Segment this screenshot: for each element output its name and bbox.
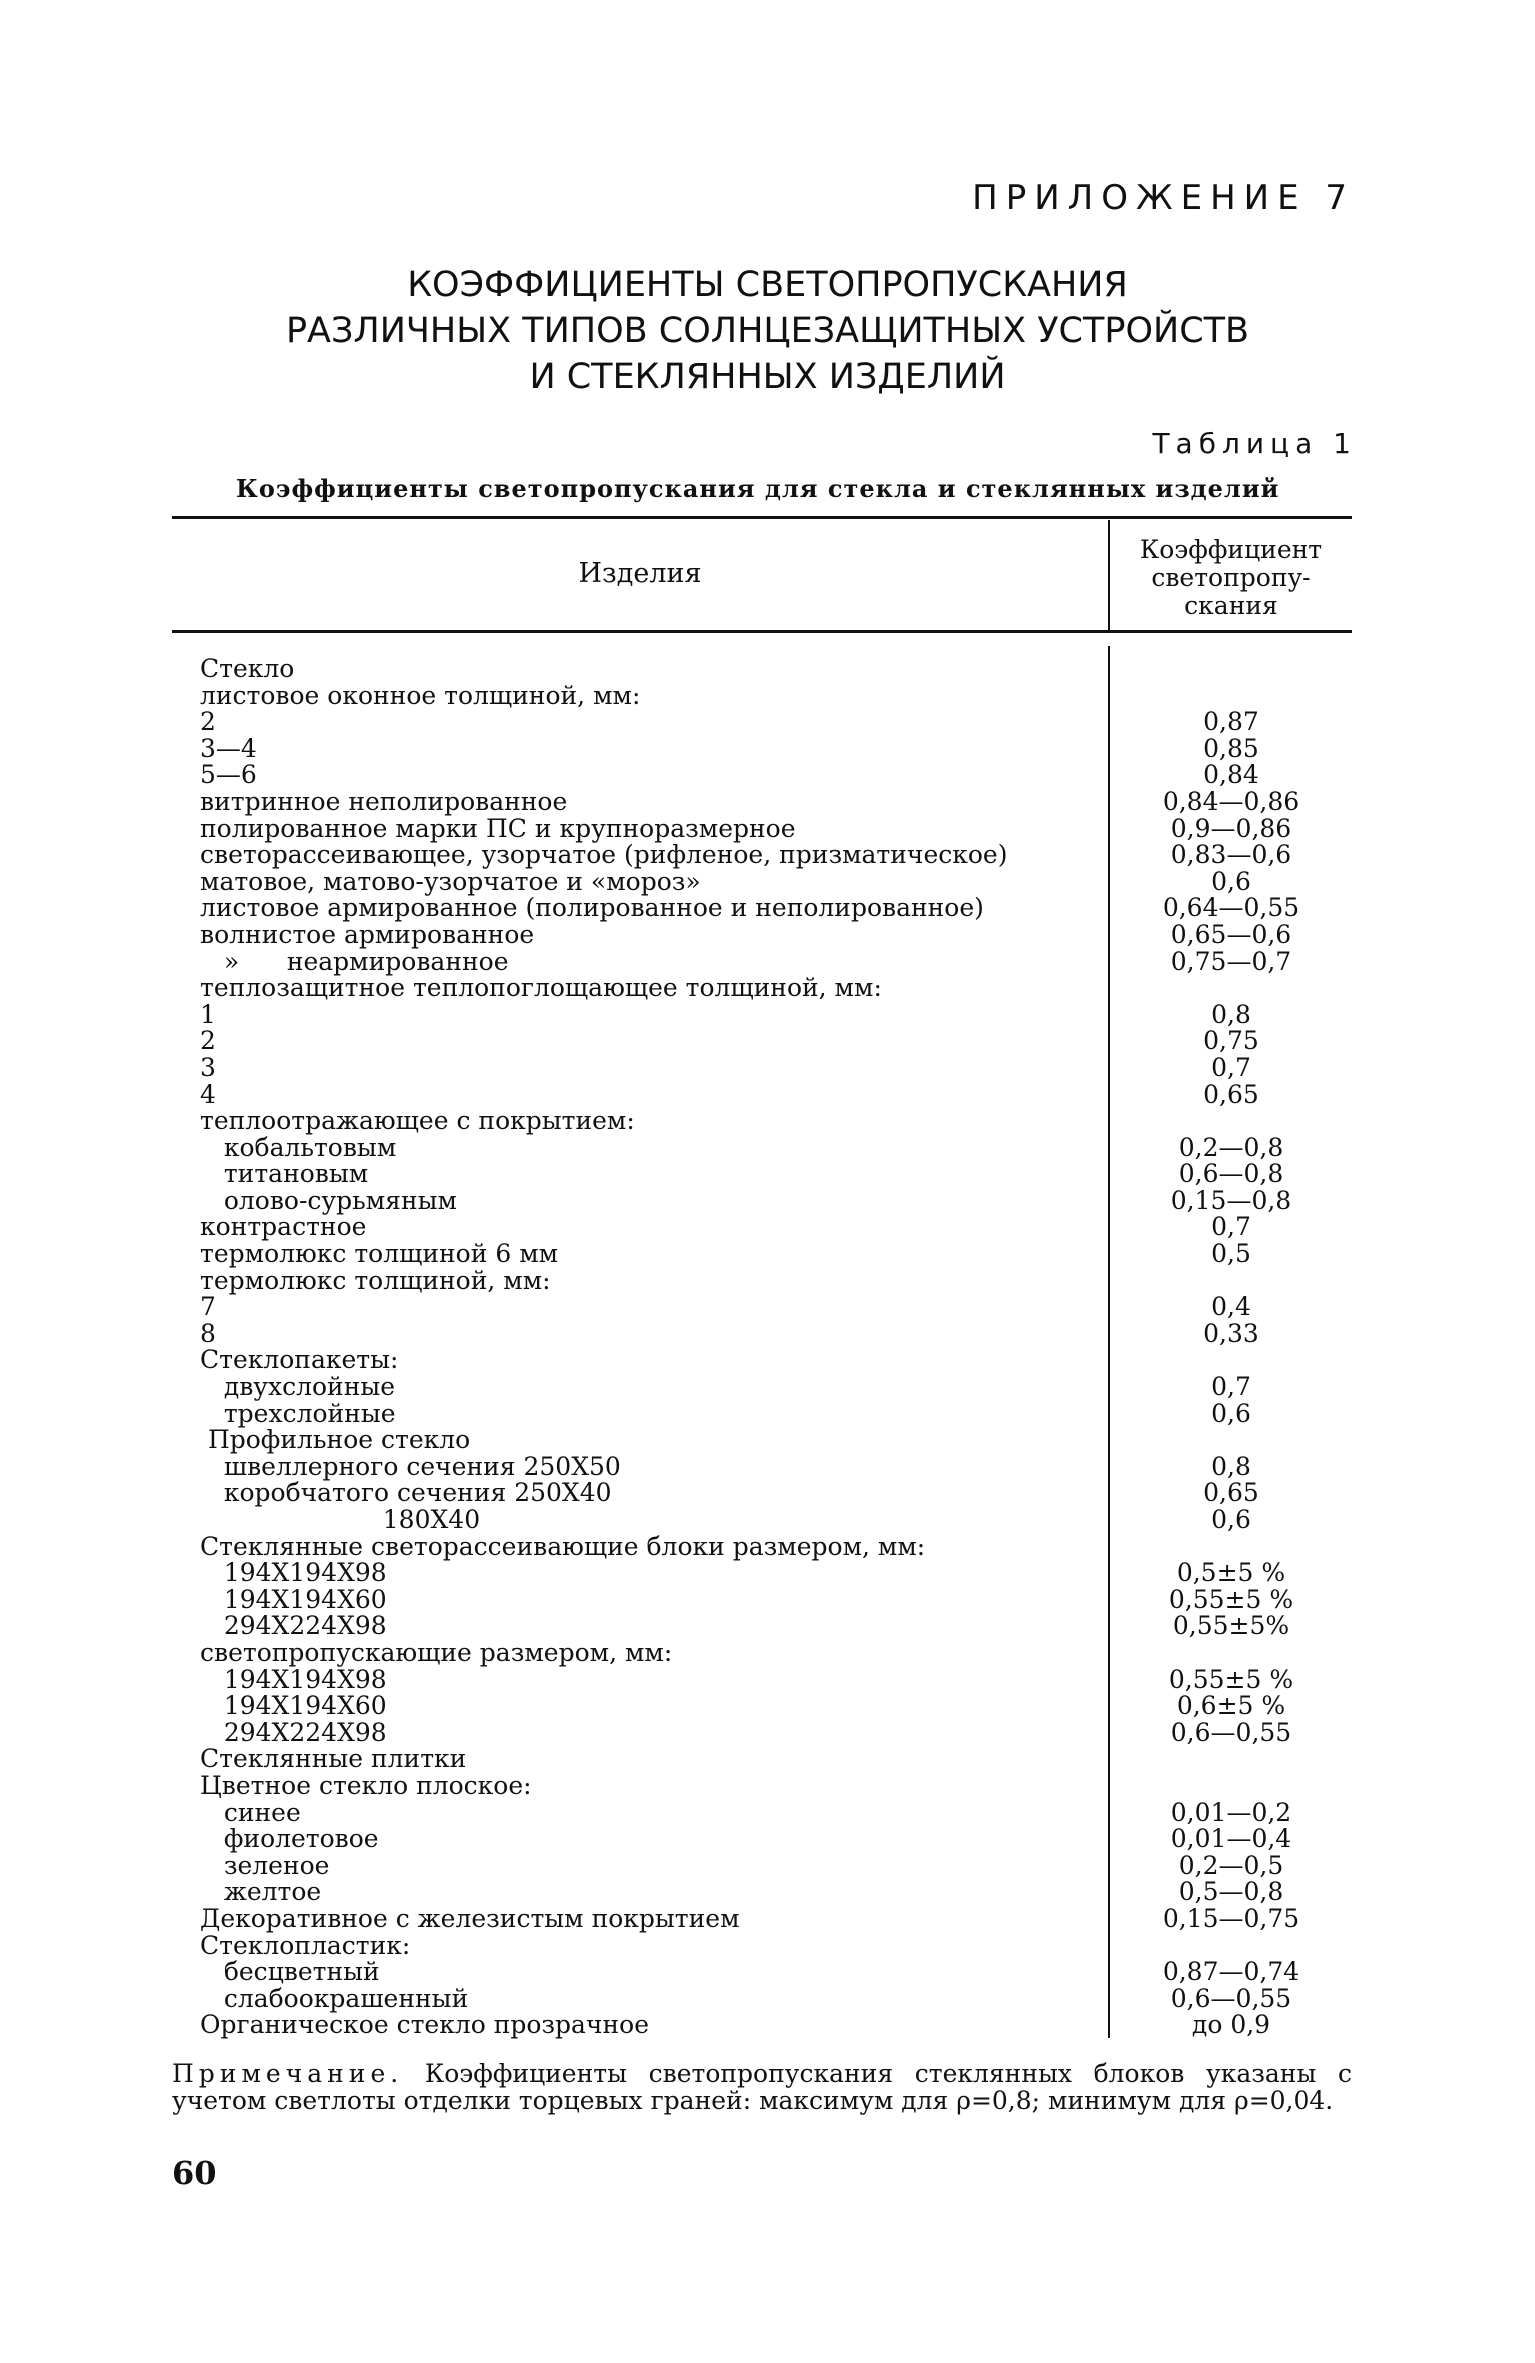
title-line: РАЗЛИЧНЫХ ТИПОВ СОЛНЦЕЗАЩИТНЫХ УСТРОЙСТВ	[285, 311, 1250, 351]
row-label: 3	[200, 1052, 216, 1082]
row-label: 4	[200, 1079, 216, 1109]
header-column-divider	[1108, 520, 1110, 630]
table-row	[200, 895, 1350, 922]
table-header-rule	[172, 630, 1352, 633]
row-value: 0,5	[1211, 1239, 1251, 1269]
table-row	[200, 946, 1350, 976]
table-row	[200, 1850, 1350, 1880]
row-label: волнистое армированное	[200, 919, 535, 949]
row-label: 294Х224Х98	[200, 1611, 387, 1641]
table-row	[200, 1613, 1350, 1640]
row-label: 1	[200, 999, 216, 1029]
table-row	[200, 866, 1350, 896]
row-value: 0,6	[1211, 1505, 1251, 1534]
row-label: теплозащитное теплопоглощающее толщиной, мм:	[200, 973, 882, 1003]
table-row	[200, 1717, 1350, 1747]
row-label: Стеклопакеты:	[200, 1345, 399, 1375]
table-row	[200, 1560, 1350, 1587]
row-value: 0,01—0,4	[1170, 1824, 1292, 1854]
row-value: 0,6±5 %	[1176, 1691, 1286, 1721]
table-row	[200, 1693, 1350, 1720]
table-row	[200, 680, 1350, 710]
table-row	[200, 1079, 1350, 1109]
row-label: 2	[200, 707, 216, 737]
row-value: 0,75	[1203, 1026, 1259, 1056]
row-label: термолюкс толщиной, мм:	[200, 1265, 551, 1295]
row-label: светопропускающие размером, мм:	[200, 1637, 673, 1667]
row-label: слабоокрашенный	[200, 1983, 469, 2013]
row-value: 0,6—0,55	[1170, 1983, 1292, 2013]
row-value: 0,6	[1211, 1398, 1251, 1428]
row-value: 0,2—0,8	[1178, 1132, 1284, 1162]
row-label: термолюкс толщиной 6 мм	[200, 1239, 559, 1269]
row-value: 0,33	[1203, 1318, 1259, 1348]
table-row	[200, 975, 1350, 1002]
table-top-rule	[172, 516, 1352, 519]
row-label: швеллерного сечения 250Х50	[200, 1451, 621, 1481]
table-row	[200, 1161, 1350, 1188]
table-row	[200, 1451, 1350, 1481]
row-value: 0,4	[1211, 1292, 1251, 1322]
row-value: 0,6	[1211, 866, 1251, 896]
row-value: 0,83—0,6	[1170, 840, 1292, 870]
table-row	[200, 786, 1350, 816]
row-label: фиолетовое	[200, 1824, 379, 1854]
row-value: 0,65	[1203, 1478, 1259, 1508]
row-label: 5—6	[200, 760, 257, 790]
row-label: Декоративное с железистым покрытием	[200, 1903, 740, 1933]
row-label: Профильное стекло	[200, 1425, 471, 1455]
table-row	[200, 1664, 1350, 1694]
row-value: 0,7	[1211, 1052, 1251, 1082]
table-row	[200, 1637, 1350, 1667]
row-label: 7	[200, 1292, 216, 1322]
table-row	[200, 733, 1350, 763]
row-value: 0,75—0,7	[1170, 946, 1292, 976]
table-row	[200, 1480, 1350, 1507]
row-value: 0,6—0,8	[1178, 1159, 1284, 1189]
row-label: 194Х194Х60	[200, 1584, 387, 1614]
table-body	[200, 656, 1350, 2039]
table-caption: Коэффициенты светопропускания для стекла и стеклянных изделий	[236, 474, 1280, 503]
table-row	[200, 1214, 1350, 1241]
table-row	[200, 1374, 1350, 1401]
table-row	[200, 1318, 1350, 1348]
row-label: матовое, матово-узорчатое и «мороз»	[200, 866, 701, 896]
table-row	[200, 1241, 1350, 1268]
table-row	[200, 1427, 1350, 1454]
table-row	[200, 1959, 1350, 1986]
table-row	[200, 813, 1350, 843]
row-value: 0,55±5 %	[1168, 1584, 1294, 1614]
table-row	[200, 1108, 1350, 1135]
table-row	[200, 1347, 1350, 1374]
row-value: 0,55±5 %	[1168, 1664, 1294, 1694]
row-value: 0,87—0,74	[1162, 1957, 1300, 1987]
row-value: 0,8	[1211, 1451, 1251, 1481]
row-value: 0,65—0,6	[1170, 919, 1292, 949]
column-header-coefficient	[1112, 536, 1350, 620]
row-value: 0,65	[1203, 1079, 1259, 1109]
row-label: Стекло	[200, 654, 295, 683]
row-label: 2	[200, 1026, 216, 1056]
row-label: Стеклянные плитки	[200, 1744, 467, 1774]
table-row	[200, 1746, 1350, 1773]
row-value: 0,84—0,86	[1162, 786, 1300, 816]
row-label: Цветное стекло плоское:	[200, 1770, 532, 1800]
table-row	[200, 1398, 1350, 1428]
table-row	[200, 1185, 1350, 1215]
column-header-line: светопропу-	[1151, 563, 1311, 592]
table-row	[200, 842, 1350, 869]
row-label: 180Х40	[200, 1505, 481, 1534]
row-label: теплоотражающее с покрытием:	[200, 1106, 635, 1136]
row-value: 0,6—0,55	[1170, 1717, 1292, 1747]
row-value: 0,15—0,75	[1162, 1903, 1300, 1933]
column-header-items: Изделия	[578, 558, 702, 589]
table-row	[200, 1983, 1350, 2013]
row-label: синее	[200, 1797, 301, 1827]
row-label: титановым	[200, 1159, 369, 1189]
row-label: 294Х224Х98	[200, 1717, 387, 1747]
row-value: 0,55±5%	[1172, 1611, 1290, 1641]
row-value: 0,87	[1203, 707, 1259, 737]
table-row	[200, 1028, 1350, 1055]
row-value: 0,84	[1203, 760, 1259, 790]
note-prefix: Примечание.	[172, 2059, 404, 2088]
row-label: » неармированное	[200, 946, 509, 976]
table-row	[200, 1826, 1350, 1853]
row-label: Стеклопластик:	[200, 1930, 411, 1960]
row-value: 0,5—0,8	[1178, 1877, 1284, 1907]
row-value: до 0,9	[1191, 2010, 1271, 2040]
row-label: олово-сурьмяным	[200, 1185, 457, 1215]
table-row	[200, 1879, 1350, 1906]
table-row	[200, 1584, 1350, 1614]
row-label: листовое армированное (полированное и неполированное)	[200, 893, 984, 923]
page-title	[0, 262, 1535, 400]
table-row	[200, 762, 1350, 789]
table-row	[200, 1265, 1350, 1295]
table-row	[200, 709, 1350, 736]
row-label: 8	[200, 1318, 216, 1348]
row-label: бесцветный	[200, 1957, 380, 1987]
table-row	[200, 919, 1350, 949]
row-value: 0,7	[1211, 1372, 1251, 1402]
table-row	[200, 999, 1350, 1029]
page-number: 60	[172, 2154, 217, 2192]
row-value: 0,85	[1203, 733, 1259, 763]
row-label: листовое оконное толщиной, мм:	[200, 680, 641, 710]
table-row	[200, 656, 1350, 683]
row-label: кобальтовым	[200, 1132, 397, 1162]
row-label: контрастное	[200, 1212, 367, 1242]
table-row	[200, 1132, 1350, 1162]
row-label: 194Х194Х98	[200, 1558, 387, 1588]
title-line: КОЭФФИЦИЕНТЫ СВЕТОПРОПУСКАНИЯ	[407, 265, 1128, 305]
table-row	[200, 1294, 1350, 1321]
row-value: 0,5±5 %	[1176, 1558, 1286, 1588]
row-value: 0,01—0,2	[1170, 1797, 1292, 1827]
appendix-label: ПРИЛОЖЕНИЕ 7	[972, 178, 1355, 218]
row-value: 0,7	[1211, 1212, 1251, 1242]
note-text: Коэффициенты светопропускания стеклянных блоков указаны с учетом светлоты отделки торцевых граней: максимум для ρ=0,8; минимум для ρ=0,04.	[172, 2059, 1352, 2115]
row-label: Стеклянные светорассеивающие блоки размером, мм:	[200, 1531, 926, 1561]
row-value: 0,2—0,5	[1178, 1850, 1284, 1880]
row-value: 0,9—0,86	[1170, 813, 1292, 843]
table-row	[200, 1797, 1350, 1827]
column-header-line: Коэффициент	[1139, 535, 1323, 564]
row-label: 194Х194Х60	[200, 1691, 387, 1721]
row-label: зеленое	[200, 1850, 330, 1880]
table-row	[200, 1930, 1350, 1960]
row-label: Органическое стекло прозрачное	[200, 2010, 649, 2040]
row-label: желтое	[200, 1877, 322, 1907]
table-row	[200, 1531, 1350, 1561]
row-label: 3—4	[200, 733, 257, 763]
table-row	[200, 1052, 1350, 1082]
row-label: светорассеивающее, узорчатое (рифленое, призматическое)	[200, 840, 1008, 870]
row-label: полированное марки ПС и крупноразмерное	[200, 813, 796, 843]
row-label: 194Х194Х98	[200, 1664, 387, 1694]
column-header-line: скания	[1184, 591, 1278, 620]
table-number: Таблица 1	[1152, 427, 1357, 460]
row-value: 0,64—0,55	[1162, 893, 1300, 923]
row-label: трехслойные	[200, 1398, 396, 1428]
table-row	[200, 1507, 1350, 1534]
row-value: 0,8	[1211, 999, 1251, 1029]
row-value: 0,15—0,8	[1170, 1185, 1292, 1215]
row-label: коробчатого сечения 250Х40	[200, 1478, 612, 1508]
row-label: витринное неполированное	[200, 786, 568, 816]
table-note	[172, 2060, 1352, 2114]
table-row	[200, 1770, 1350, 1800]
table-row	[200, 2012, 1350, 2039]
title-line: И СТЕКЛЯННЫХ ИЗДЕЛИЙ	[529, 357, 1006, 397]
row-label: двухслойные	[200, 1372, 396, 1402]
table-row	[200, 1903, 1350, 1933]
